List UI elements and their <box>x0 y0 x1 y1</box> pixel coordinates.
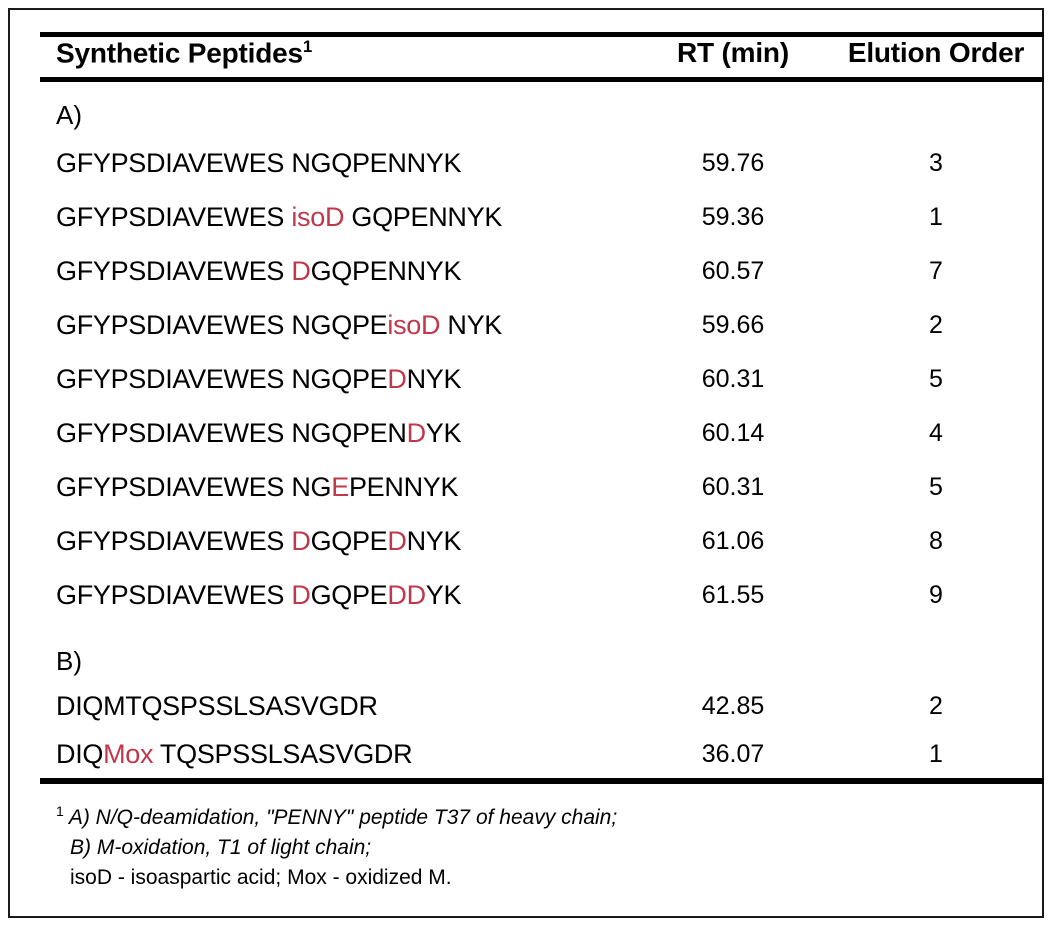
table-row <box>40 136 1044 190</box>
table-footnote <box>40 796 1044 893</box>
peptide-sequence <box>40 202 638 233</box>
section-a-label: A) <box>56 100 82 130</box>
elution-order-value: 7 <box>929 256 943 285</box>
table-row <box>40 568 1044 622</box>
sequence-segment: YK <box>425 579 462 610</box>
footnote-line-abbrev: isoD - isoaspartic acid; Mox - oxidized M. <box>70 866 452 889</box>
peptide-sequence <box>40 148 638 179</box>
sequence-segment: GQPENNYK <box>310 255 462 286</box>
modified-residue: DD <box>387 579 426 610</box>
column-header-footnote-marker: 1 <box>302 37 313 56</box>
sequence-segment: TQSPSSLSASVGDR <box>153 738 413 769</box>
column-header-rt: RT (min) <box>677 37 789 69</box>
elution-order-value: 1 <box>929 739 943 768</box>
figure-frame <box>8 8 1044 918</box>
table-row <box>40 190 1044 244</box>
modified-residue: D <box>291 525 311 556</box>
sequence-segment: GFYPSDIAVEWES <box>56 201 292 232</box>
footnote-line-b: B) M-oxidation, T1 of light chain; <box>70 836 372 859</box>
retention-time-value: 60.14 <box>701 418 765 447</box>
column-header-synthetic-peptides-label: Synthetic Peptides <box>56 37 303 69</box>
table-row <box>40 730 1044 778</box>
peptide-sequence <box>40 310 638 341</box>
sequence-segment: GFYPSDIAVEWES NGQPENNYK <box>56 147 462 178</box>
table-header-rule <box>40 77 1044 82</box>
column-header-elution-order: Elution Order <box>847 37 1025 69</box>
sequence-segment: YK <box>425 417 462 448</box>
section-b <box>40 644 1044 778</box>
elution-order-value: 3 <box>929 148 943 177</box>
table-row <box>40 352 1044 406</box>
section-a-rows <box>40 136 1044 622</box>
sequence-segment: DIQMTQSPSSLSASVGDR <box>56 690 378 721</box>
retention-time-value: 60.31 <box>701 472 765 501</box>
elution-order-value: 2 <box>929 691 943 720</box>
retention-time-value: 60.31 <box>701 364 765 393</box>
sequence-segment: GFYPSDIAVEWES NGQPE <box>56 309 388 340</box>
peptide-sequence <box>40 418 638 449</box>
retention-time-value: 61.06 <box>701 526 765 555</box>
retention-time-value: 59.76 <box>701 148 765 177</box>
peptide-sequence <box>40 691 638 722</box>
elution-order-value: 4 <box>929 418 943 447</box>
retention-time-value: 61.55 <box>701 580 765 609</box>
footnote-line-a <box>56 796 1044 833</box>
elution-order-value: 2 <box>929 310 943 339</box>
elution-order-value: 1 <box>929 202 943 231</box>
peptide-retention-table <box>40 32 1044 893</box>
modified-residue: D <box>387 363 407 394</box>
sequence-segment: GFYPSDIAVEWES NGQPE <box>56 363 388 394</box>
footnote-line-a-text: A) N/Q-deamidation, "PENNY" peptide T37 of heavy chain; <box>63 806 618 829</box>
modified-residue: D <box>291 255 311 286</box>
elution-order-value: 9 <box>929 580 943 609</box>
sequence-segment: GQPE <box>310 579 388 610</box>
modified-residue: Mox <box>103 738 154 769</box>
modified-residue: D <box>406 417 426 448</box>
sequence-segment: PENNYK <box>348 471 459 502</box>
section-b-rows <box>40 682 1044 778</box>
peptide-sequence <box>40 256 638 287</box>
sequence-segment: GFYPSDIAVEWES NG <box>56 471 332 502</box>
modified-residue: isoD <box>291 201 345 232</box>
elution-order-value: 5 <box>929 472 943 501</box>
sequence-segment: GFYPSDIAVEWES <box>56 579 292 610</box>
modified-residue: D <box>387 525 407 556</box>
modified-residue: E <box>331 471 349 502</box>
peptide-sequence <box>40 580 638 611</box>
sequence-segment: GFYPSDIAVEWES NGQPEN <box>56 417 407 448</box>
table-row <box>40 514 1044 568</box>
sequence-segment: DIQ <box>56 738 104 769</box>
footnote-marker: 1 <box>56 803 64 819</box>
peptide-sequence <box>40 364 638 395</box>
table-row <box>40 298 1044 352</box>
peptide-sequence <box>40 472 638 503</box>
retention-time-value: 36.07 <box>701 739 765 768</box>
modified-residue: D <box>291 579 311 610</box>
elution-order-value: 5 <box>929 364 943 393</box>
column-header-synthetic-peptides <box>40 37 638 69</box>
peptide-sequence <box>40 526 638 557</box>
sequence-segment: GFYPSDIAVEWES <box>56 525 292 556</box>
sequence-segment: GFYPSDIAVEWES <box>56 255 292 286</box>
elution-order-value: 8 <box>929 526 943 555</box>
section-b-label: B) <box>56 646 82 676</box>
modified-residue: isoD <box>387 309 441 340</box>
table-bottom-rule <box>40 778 1044 784</box>
sequence-segment: NYK <box>406 525 462 556</box>
retention-time-value: 59.66 <box>701 310 765 339</box>
sequence-segment: GQPENNYK <box>344 201 503 232</box>
sequence-segment: GQPE <box>310 525 388 556</box>
table-row <box>40 682 1044 730</box>
table-row <box>40 406 1044 460</box>
table-row <box>40 460 1044 514</box>
table-row <box>40 244 1044 298</box>
section-a <box>40 98 1044 622</box>
table-header-row <box>40 37 1044 77</box>
retention-time-value: 42.85 <box>701 691 765 720</box>
retention-time-value: 59.36 <box>701 202 765 231</box>
retention-time-value: 60.57 <box>701 256 765 285</box>
peptide-sequence <box>40 739 638 770</box>
sequence-segment: NYK <box>440 309 503 340</box>
sequence-segment: NYK <box>406 363 462 394</box>
